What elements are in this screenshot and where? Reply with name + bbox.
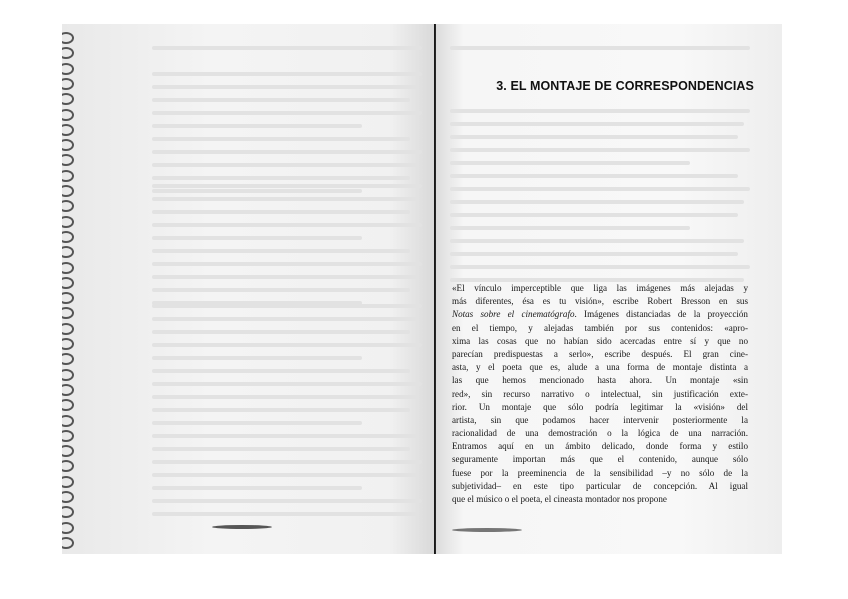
ghost-line [152,176,410,180]
spiral-ring [62,231,74,243]
scan-shadow-mark [212,525,272,529]
spiral-ring [62,491,74,503]
ghost-line [152,447,410,451]
spiral-ring [62,537,74,549]
spiral-ring [62,277,74,289]
spiral-ring [62,170,74,182]
spiral-ring [62,47,74,59]
ghost-line [152,434,416,438]
ghost-line [450,226,690,230]
ghost-line [152,184,422,188]
left-page [62,24,434,554]
ghost-line [152,460,422,464]
ghost-line [152,395,416,399]
ghost-line [152,72,422,76]
ghost-line [152,98,410,102]
ghost-line [152,408,410,412]
spiral-ring [62,399,74,411]
spiral-ring [62,109,74,121]
spiral-ring [62,63,74,75]
ghost-line [152,275,416,279]
ghost-line [450,148,750,152]
ghost-line [152,499,422,503]
ghost-line [450,213,738,217]
ghost-line [152,189,362,193]
text-line: asta, y el poeta que es, alude a una forma de montaje distinta a [452,362,748,373]
ghost-line [152,46,422,50]
spiral-ring [62,460,74,472]
spiral-ring [62,78,74,90]
ghost-line [450,46,750,50]
spiral-ring [62,323,74,335]
right-page [436,24,782,554]
scan-shadow-mark [452,528,522,532]
spiral-ring [62,445,74,457]
spiral-ring [62,415,74,427]
ghost-line [152,343,422,347]
spiral-ring [62,430,74,442]
text-line: las que hemos mencionado hasta ahora. Un montaje «sin [452,375,748,386]
spiral-ring [62,262,74,274]
spiral-ring [62,185,74,197]
ghost-line [152,288,410,292]
ghost-line [152,163,416,167]
text-line: seguramente importan más que el contenido, aunque sólo [452,454,748,465]
ghost-line [152,262,422,266]
ghost-line [450,187,750,191]
spiral-ring [62,384,74,396]
text-line: Notas sobre el cinematógrafo. Imágenes distanciadas de la proyección [452,309,748,320]
spiral-ring [62,307,74,319]
text-line: fuese por la preeminencia de la sensibilidad –y no sólo de la [452,467,748,478]
text-line: «El vínculo imperceptible que liga las imágenes más alejadas y [452,283,748,293]
text-line: Entramos aquí en un ámbito delicado, donde forma y estilo [452,441,748,452]
ghost-line [450,239,744,243]
spiral-ring [62,93,74,105]
ghost-line [152,382,422,386]
scanned-book-spread [62,24,782,554]
ghost-line [450,265,750,269]
ghost-line [152,356,362,360]
ghost-line [152,223,422,227]
spiral-ring [62,338,74,350]
ghost-line [450,135,738,139]
ghost-line [450,174,738,178]
body-text [452,282,748,506]
ghost-line [152,369,410,373]
text-line: xima las cosas que no habían sido acercadas entre sí y que no [452,335,748,346]
ghost-line [152,236,362,240]
spiral-ring [62,369,74,381]
ghost-line [450,200,744,204]
text-line: más diferentes, ésa es tu visión», escribe Robert Bresson en sus [452,296,748,307]
spiral-ring [62,139,74,151]
ghost-line [152,137,410,141]
ghost-line [152,304,422,308]
ghost-line [152,85,416,89]
spiral-binding [62,32,76,552]
ghost-line [152,150,422,154]
book-title: Notas sobre el cinematógrafo [452,309,575,320]
ghost-line [152,210,410,214]
ghost-line [152,249,410,253]
text-line: artista, sin que podamos hacer intervenir posteriormente la [452,414,748,425]
spiral-ring [62,216,74,228]
text-line: red», sin recurso narrativo o intelectual, sin justificación exte- [452,388,748,399]
spiral-ring [62,522,74,534]
spiral-ring [62,154,74,166]
text-line: en el tiempo, y alejadas también por sus contenidos: «apro- [452,322,748,333]
text-line: que el músico o el poeta, el cineasta montador nos propone [452,494,667,504]
spiral-ring [62,32,74,44]
ghost-line [450,122,744,126]
spiral-ring [62,292,74,304]
text-line: subjetividad– en este tipo particular de concepción. Al igual [452,480,748,491]
ghost-line [152,421,362,425]
ghost-line [152,197,416,201]
ghost-line [450,109,750,113]
chapter-title: 3. EL MONTAJE DE CORRESPONDENCIAS [496,79,754,93]
ghost-line [152,486,362,490]
ghost-line [450,252,738,256]
spiral-ring [62,246,74,258]
text-line: racionalidad de una demostración o la lógica de una narración. [452,428,748,439]
ghost-line [152,473,416,477]
ghost-line [152,512,416,516]
ghost-line [152,111,422,115]
ghost-line [152,124,362,128]
spiral-ring [62,124,74,136]
spiral-ring [62,476,74,488]
spiral-ring [62,353,74,365]
text-line: parecían predispuestas a serlo», escribe después. El gran cine- [452,348,748,359]
text-line: rior. Un montaje que sólo podría legitimar la «visión» del [452,401,748,412]
ghost-line [450,161,690,165]
spiral-ring [62,200,74,212]
spiral-ring [62,506,74,518]
ghost-line [152,330,410,334]
ghost-line [152,317,416,321]
